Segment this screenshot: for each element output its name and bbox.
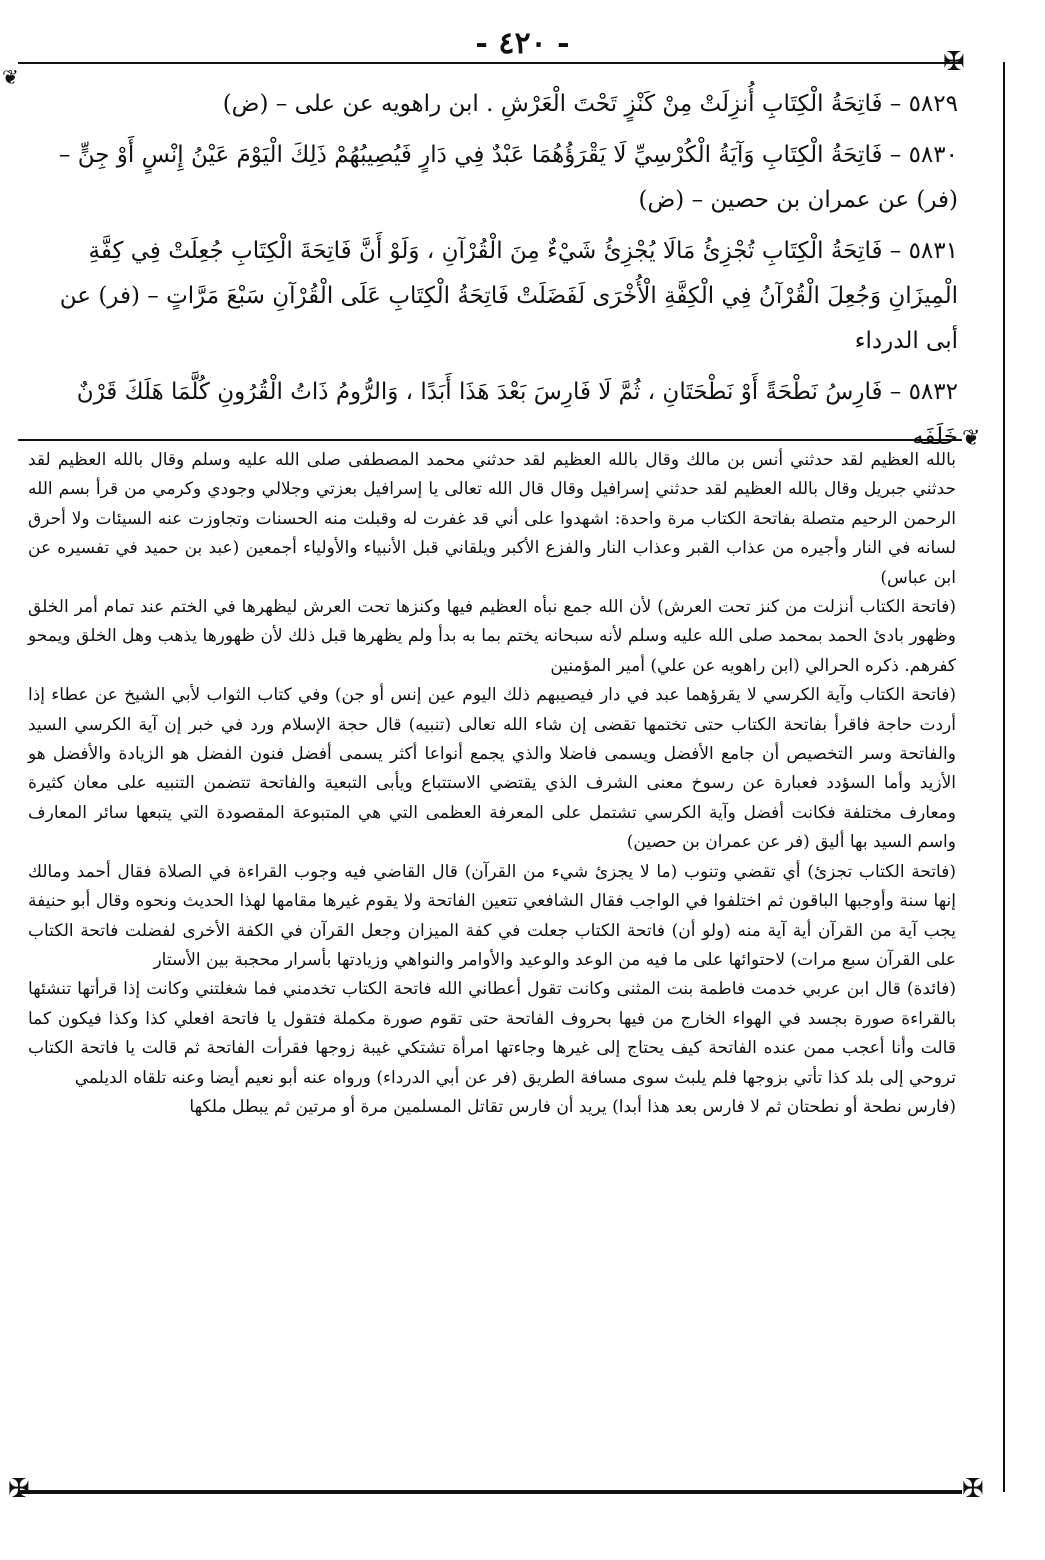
commentary-paragraph: (فاتحة الكتاب تجزئ) أي تقضي وتنوب (ما لا يجزئ شيء من القرآن) قال القاضي فيه وجوب القراءة في الصلاة فقال أحمد ومالك إنها سنة وأوجبها الباقون ثم اختلفوا في الواجب فقال الشافعي تتعين الفاتحة ولا يقوم غيرها مقامها لهذا الحديث ونحوه وقال أبو حنيفة يجب آية من القرآن أية آية منه (ولو أن) فاتحة الكتاب جعلت في كفة الميزان وجعل القرآن في الكفة الأخرى لفضلت فاتحة الكتاب على القرآن سبع مرات) لاحتوائها على ما فيه من الوعد والوعيد والأوامر والنواهي وزيادتها بأسرار محجبة بين الأستار xyxy=(28,861,956,970)
hadith-5829: ٥٨٢٩ – فَاتِحَةُ الْكِتَابِ أُنزِلَتْ مِنْ كَنْزٍ تَحْتَ الْعَرْشِ . ابن راهويه عن على – (ض) xyxy=(222,91,958,117)
top-right-ornament-icon: ✠ xyxy=(943,47,965,77)
commentary-paragraph: بالله العظيم لقد حدثني أنس بن مالك وقال بالله العظيم لقد حدثني محمد المصطفى صلى الله عليه وسلم وقال بالله العظيم لقد حدثني جبريل وقال بالله العظيم لقد حدثني إسرافيل وقال قال الله تعالى يا إسرافيل بعزتي وجلالي وجودي وكرمي من قرأ بسم الله الرحمن الرحيم متصلة بفاتحة الكتاب مرة واحدة: اشهدوا على أني قد غفرت له وقبلت منه الحسنات وتجاوزت عنه السيئات ولا أحرق لسانه في النار وأجيره من عذاب القبر وعذاب النار والفزع الأكبر ويلقاني قبل الأنبياء والأولياء أجمعين (عبد بن حميد في تفسيره عن ابن عباس) xyxy=(28,450,956,588)
left-side-ornament-icon: ❦ xyxy=(2,65,19,89)
page-frame-right-rule xyxy=(1003,62,1005,1492)
section-divider xyxy=(18,439,962,441)
divider-right-ornament-icon: ❦ xyxy=(962,426,981,451)
hadith-5832: ٥٨٣٢ – فَارِسُ نَطْحَةً أَوْ نَطْحَتَانِ ، ثُمَّ لَا فَارِسَ بَعْدَ هَذَا أَبَدًا ، وَالرُّومُ ذَاتُ الْقُرُونِ كُلَّمَا هَلَكَ قَرْنٌ خَلَفَه xyxy=(76,379,958,450)
commentary-paragraph: (فاتحة الكتاب وآية الكرسي لا يقرؤهما عبد في دار فيصيبهم ذلك اليوم عين إنس أو جن) وفي كتاب الثواب لأبي الشيخ عن عطاء إذا أردت حاجة فاقرأ بفاتحة الكتاب حتى تختمها تقضى إن شاء الله تعالى (تنبيه) قال حجة الإسلام ورد في خبر إن آية الكرسي السيد والفاتحة وسر التخصيص أن جامع الأفضل ويسمى فاضلا والذي يجمع أنواعا أكثر يسمى أفضل فنون الفضل هو الزيادة والأفضل هو الأزيد وأما السؤدد فعبارة عن رسوخ معنى الشرف الذي يقتضي الاستتباع ويأبى التبعية والفاتحة تتضمن التنبيه على معان كثيرة ومعارف مختلفة فكانت أفضل وآية الكرسي تشتمل على المعرفة العظمى التي هي المتبوعة المقصودة التي يتبعها سائر المعارف واسم السيد بها أليق (فر عن عمران بن حصين) xyxy=(28,685,956,853)
page-number: - ٤٢٠ - xyxy=(475,26,570,61)
commentary-paragraph: (فائدة) قال ابن عربي خدمت فاطمة بنت المثنى وكانت تقول أعطاني الله فاتحة الكتاب تخدمني فما شغلتني وكانت إذا قرأتها تنشئها بالقراءة صورة بجسد في الهواء الخارج من فيها بحروف الفاتحة حتى تقوم صورة مكملة فتقول يا فاتحة افعلي كذا وكذا فيكون كما قالت وأنا أعجب ممن عنده الفاتحة كيف يحتاج إلى غيرها وجاءتها امرأة تشتكي غيبة زوجها فقرأت الفاتحة ثم قالت يا فاتحة الكتاب تروحي إلى بلد كذا تأتي بزوجها فلم يلبث سوى مسافة الطريق (فر عن أبي الدرداء) ورواه عنه أبو نعيم أيضا وعنه تلقاه الديلمي xyxy=(28,979,956,1088)
bottom-rule xyxy=(18,1490,962,1492)
bottom-right-ornament-icon: ✠ xyxy=(962,1474,984,1504)
commentary-paragraph: (فارس نطحة أو نطحتان ثم لا فارس بعد هذا أبدا) يريد أن فارس تقاتل المسلمين مرة أو مرتين ثم يبطل ملكها xyxy=(189,1096,956,1117)
hadith-5830: ٥٨٣٠ – فَاتِحَةُ الْكِتَابِ وَآيَةُ الْكُرْسِيِّ لَا يَقْرَؤُهُمَا عَبْدٌ فِي دَارٍ فَيُصِيبُهُمْ ذَلِكَ الْيَوْمَ عَيْنُ إِنْسٍ أَوْ جِنٍّ – (فر) عن عمران بن حصين – (ض) xyxy=(58,142,958,213)
bottom-left-ornament-icon: ✠ xyxy=(8,1474,30,1504)
hadith-5831: ٥٨٣١ – فَاتِحَةُ الْكِتَابِ تُجْزِئُ مَالَا يُجْزِئُ شَيْءٌ مِنَ الْقُرْآنِ ، وَلَوْ أَنَّ فَاتِحَةَ الْكِتَابِ جُعِلَتْ فِي كِفَّةِ الْمِيزَانِ وَجُعِلَ الْقُرْآنُ فِي الْكِفَّةِ الْأُخْرَى لَفَضَلَتْ فَاتِحَةُ الْكِتَابِ عَلَى الْقُرْآنِ سَبْعَ مَرَّاتٍ – (فر) عن أبى الدرداء xyxy=(59,238,958,354)
commentary-section xyxy=(28,446,956,1122)
hadith-section xyxy=(28,82,958,460)
commentary-paragraph: (فاتحة الكتاب أنزلت من كنز تحت العرش) لأن الله جمع نبأه العظيم فيها وكنزها تحت العرش ليظهرها في الختم عند تمام أمر الخلق وظهور بادئ الحمد بمحمد صلى الله عليه وسلم لأنه سبحانه يختم بما به بدأ ولم يظهرها قبل ذلك لأن ظهورها يذهب وهل الخلق ويمحو كفرهم. ذكره الحرالي (ابن راهويه عن علي) أمير المؤمنين xyxy=(28,597,956,676)
